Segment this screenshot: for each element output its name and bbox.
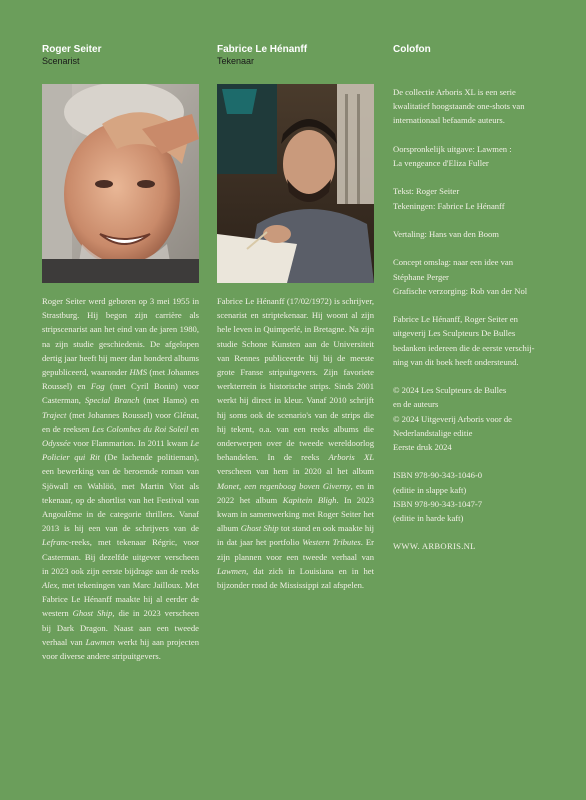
bio-text-run: -reeks, met tekenaar Régric, voor Casterman. Bij dezelfde uitgever verscheen in 2023 ook zijn eerste bijdrage aan de reeks bbox=[42, 537, 199, 576]
bio-text-run: (met Cyril Bonin) voor Casterman, bbox=[42, 381, 199, 406]
colofon-line: (editie in harde kaft) bbox=[393, 512, 464, 523]
colofon-line: ning van dit boek heeft ondersteund. bbox=[393, 356, 519, 367]
author-bio-seiter bbox=[42, 294, 199, 663]
author-photo-lehenanff bbox=[217, 84, 374, 283]
colofon-block bbox=[393, 255, 553, 298]
author-column-lehenanff bbox=[217, 44, 374, 592]
colofon-block bbox=[393, 85, 553, 128]
bio-text-run: (met Johannes Roussel) voor Glénat, en de reeksen bbox=[42, 409, 199, 434]
colofon-block bbox=[393, 184, 553, 212]
colofon-line: Tekst: Roger Seiter bbox=[393, 186, 460, 197]
colofon-line: Vertaling: Hans van den Boom bbox=[393, 228, 499, 239]
bio-text-run: (met Hamo) en bbox=[139, 395, 199, 406]
colofon-line: De collectie Arboris XL is een serie bbox=[393, 87, 516, 97]
author-column-seiter bbox=[42, 44, 199, 663]
colofon-line: kwalitatief hoogstaande one-shots van bbox=[393, 101, 525, 112]
colofon-line: ISBN 978-90-343-1046-0 bbox=[393, 470, 483, 481]
bio-text-run: , met tekeningen van Marc Jailloux. Met Fabrice Le Hénanff maakte hij al eerder de western bbox=[42, 580, 199, 619]
bio-title-italic: Ghost Ship bbox=[72, 608, 113, 619]
bio-title-italic: Les Colombes du Roi Soleil bbox=[91, 423, 189, 434]
bio-title-italic: Le Policier qui Rit bbox=[42, 438, 199, 463]
colofon-line: internationaal befaamde auteurs. bbox=[393, 115, 505, 126]
bio-text-run: . In 2023 kwam in samenwerking met Roger Seiter het album bbox=[217, 494, 374, 534]
bio-text-run: Roger Seiter werd geboren op 3 mei 1955 in Strastburg. Hij begon zijn carrière als stripscenarist aan het eind van de jaren 1980, na zijn studie geschiedenis. De afgelopen dertig jaar heeft hij meer dan honderd albums gepubliceerd, waaronder bbox=[42, 296, 199, 378]
bio-title-italic: Kapitein Bligh bbox=[282, 494, 337, 505]
bio-title-italic: Ghost Ship bbox=[240, 523, 279, 534]
bio-text-run: (De lachende politieman), een bewerking van de beroemde roman van Sjöwall en Wahlöö, met Martin Viot als tekenaar, op de shortlist van het Festival van Angoulême in de categorie thrillers. Vanaf 2013 is hij een van de schrijvers van de bbox=[42, 452, 199, 534]
bio-title-italic: Odyssée bbox=[42, 438, 71, 449]
bio-text-run: Fabrice Le Hénanff (17/02/1972) is schrijver, scenarist en striptekenaar. Hij woont al zijn hele leven in Quimperlé, in Bretagne. Na zijn studie Schone Kunsten aan de Universiteit van Rennes publiceerde hij bij de meeste grote Franse stripuitgevers. Zijn favoriete werkterrein is historische strips. Sinds 2001 werkt hij direct in kleur. Vanaf 2010 schrijft hij soms ook de scenario's van de strips die hij tekent, o.a. van een reeks albums die onderwerpen over de tweede wereldoorlog behandelen. In de reeks bbox=[217, 296, 374, 463]
author-name-seiter: Roger Seiter bbox=[42, 44, 102, 55]
bio-title-italic: Alex bbox=[42, 580, 58, 591]
bio-title-italic: Lawmen bbox=[217, 565, 247, 576]
bio-title-italic: Traject bbox=[42, 409, 67, 420]
colofon-line: bedanken iedereen die de eerste verschij- bbox=[393, 342, 535, 353]
colofon-block bbox=[393, 142, 553, 170]
author-name-lehenanff: Fabrice Le Hénanff bbox=[217, 44, 308, 55]
bio-title-italic: Western Tributes bbox=[302, 537, 361, 548]
colofon-block bbox=[393, 227, 553, 241]
colofon-block bbox=[393, 383, 553, 454]
colofon-line: ISBN 978-90-343-1047-7 bbox=[393, 498, 483, 509]
colofon-line: Fabrice Le Hénanff, Roger Seiter en bbox=[393, 314, 518, 325]
bio-text-run: , die in 2023 verscheen bij Dark Dragon. Naast aan een tweede verhaal van bbox=[42, 608, 199, 647]
colofon-line: © 2024 Les Sculpteurs de Bulles bbox=[393, 385, 507, 396]
bio-title-italic: HMS bbox=[129, 367, 148, 378]
colofon-line: Nederlandstalige editie bbox=[393, 427, 473, 438]
colofon-title: Colofon bbox=[393, 44, 431, 55]
colofon-line: La vengeance d'Eliza Fuller bbox=[393, 158, 489, 168]
colofon-line: en de auteurs bbox=[393, 399, 439, 410]
author-bio-lehenanff bbox=[217, 294, 374, 592]
bio-text-run: verscheen van hem in 2020 al het album bbox=[217, 466, 374, 477]
author-role-seiter: Scenarist bbox=[42, 56, 80, 66]
colofon-line: Grafische verzorging: Rob van der Nol bbox=[393, 285, 528, 296]
bio-text-run: werkt hij aan projecten voor diverse andere stripuitgevers. bbox=[42, 636, 199, 662]
bio-text-run: , en in 2022 het album bbox=[217, 480, 374, 505]
colofon-line: © 2024 Uitgeverij Arboris voor de bbox=[393, 413, 512, 424]
bio-text-run: en bbox=[188, 423, 199, 434]
colofon-block bbox=[393, 468, 553, 525]
bio-title-italic: Lawmen bbox=[85, 636, 115, 647]
bio-title-italic: Special Branch bbox=[84, 395, 140, 406]
bio-title-italic: Monet, een regenboog boven Giverny bbox=[217, 480, 351, 491]
bio-title-italic: Fog bbox=[90, 381, 105, 392]
colofon-line: (editie in slappe kaft) bbox=[393, 484, 467, 495]
colofon-line: Eerste druk 2024 bbox=[393, 441, 452, 452]
bio-text-run: (met Johannes Roussel) en bbox=[42, 367, 199, 392]
website-link[interactable]: WWW. ARBORIS.NL bbox=[393, 541, 476, 552]
author-role-lehenanff: Tekenaar bbox=[217, 56, 255, 66]
colofon-line: Stéphane Perger bbox=[393, 271, 449, 282]
colofon-line: Oorspronkelijk uitgave: Lawmen : bbox=[393, 143, 512, 154]
colofon-column bbox=[393, 44, 553, 568]
colofon-line: Tekeningen: Fabrice Le Hénanff bbox=[393, 200, 505, 211]
colofon-line: uitgeverij Les Sculpteurs De Bulles bbox=[393, 328, 516, 339]
bio-text-run: voor Flammarion. In 2011 kwam bbox=[70, 438, 191, 449]
colofon-block bbox=[393, 312, 553, 369]
bio-text-run: tot stand en ook maakte hij in dat jaar het portfolio bbox=[217, 523, 374, 548]
author-photo-seiter bbox=[42, 84, 199, 283]
bio-text-run: , dat zich in Louisiana en in het bijzonder rond de Mississippi zal afspelen. bbox=[217, 565, 374, 591]
colofon-block bbox=[393, 539, 553, 553]
colofon-line: Concept omslag: naar een idee van bbox=[393, 257, 514, 268]
bio-text-run: . Er zijn plannen voor een tweede verhaal van bbox=[217, 537, 374, 562]
colofon-body bbox=[393, 85, 553, 554]
bio-title-italic: Lefranc bbox=[42, 537, 69, 548]
bio-title-italic: Arboris XL bbox=[328, 452, 374, 463]
